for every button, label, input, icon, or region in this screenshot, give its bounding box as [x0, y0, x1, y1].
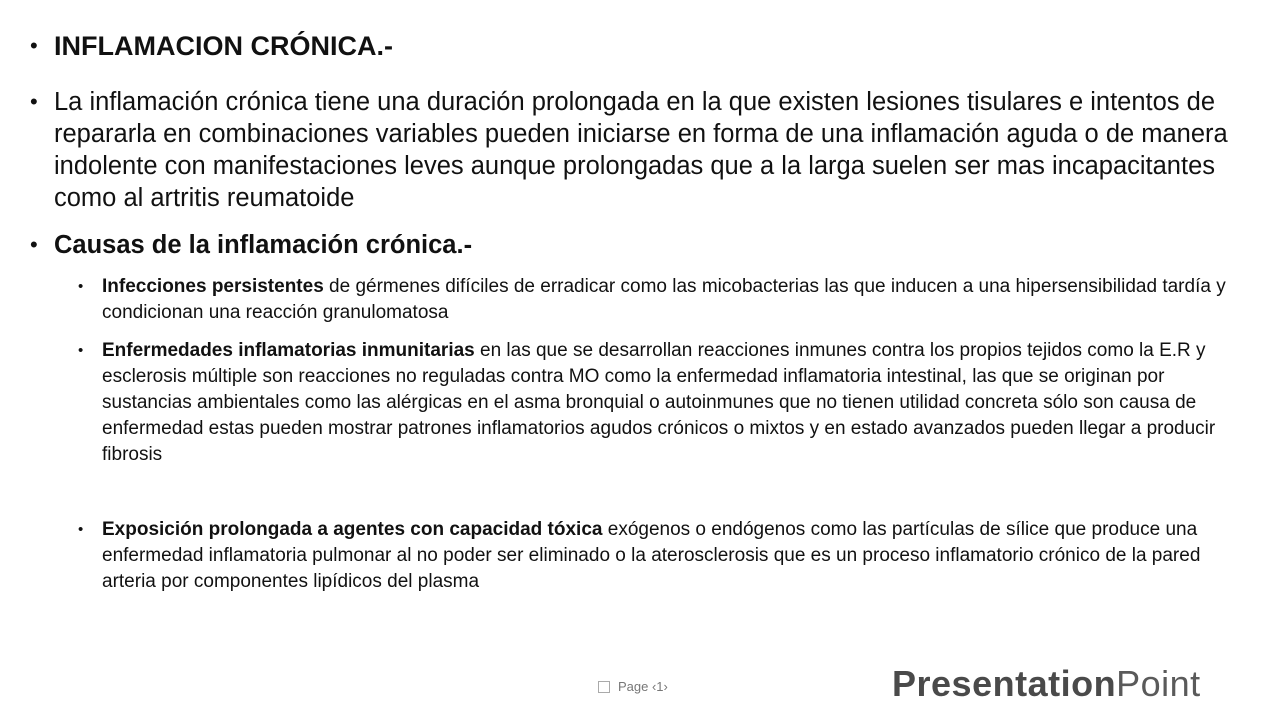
bullet: •: [78, 521, 84, 538]
cause-description: en las que se desarrollan reacciones inmunes contra los propios tejidos como la E.R y esclerosis múltiple son reacciones no reguladas contra MO como la enfermedad inflamatoria intestinal, las que se originan por sustancias ambientales como las alérgicas en el asma bronquial o autoinmunes que no tienen utilidad concreta sólo son causa de enfermedad estas pueden mostrar patrones inflamatorios agudos crónicos o mixtos y en estado avanzados pueden llegar a producir fibrosis: [102, 340, 1216, 465]
cause-text: [102, 274, 1258, 326]
causes-heading-item: [30, 229, 1255, 261]
cause-term: Infecciones persistentes: [102, 276, 324, 297]
cause-description: exógenos o endógenos como las partículas de sílice que produce una enfermedad inflamatoria pulmonar al no poder ser eliminado o la aterosclerosis que es un proceso inflamatorio crónico de la pared arteria por componentes lipídicos del plasma: [102, 519, 1201, 592]
cause-term: Enfermedades inflamatorias inmunitarias: [102, 340, 475, 361]
slide-number-icon: [598, 681, 610, 693]
bullet: •: [78, 342, 84, 359]
logo-part1: Presentation: [892, 663, 1117, 704]
bullet: •: [30, 232, 38, 257]
cause-text: [102, 517, 1258, 595]
slide-title: INFLAMACION CRÓNICA.-: [54, 31, 393, 61]
page-number: [598, 679, 668, 694]
logo-part2: Point: [1116, 663, 1201, 704]
cause-term: Exposición prolongada a agentes con capacidad tóxica: [102, 519, 603, 540]
cause-item: [78, 338, 1258, 468]
title-item: [30, 30, 1255, 62]
cause-text: [102, 338, 1258, 468]
causes-heading: Causas de la inflamación crónica.-: [54, 231, 473, 259]
page-label: Page ‹1›: [618, 679, 668, 694]
cause-description: de gérmenes difíciles de erradicar como las micobacterias las que inducen a una hipersensibilidad tardía y condicionan una reacción granulomatosa: [102, 276, 1226, 323]
intro-paragraph: La inflamación crónica tiene una duración prolongada en la que existen lesiones tisulares e intentos de repararla en combinaciones variables pueden iniciarse en forma de una inflamación aguda o de manera indolente con manifestaciones leves aunque prolongadas que a la larga suelen ser mas incapacitantes como al artritis reumatoide: [54, 88, 1228, 212]
presentationpoint-logo: [892, 663, 1201, 705]
cause-item: [78, 274, 1258, 326]
bullet: •: [30, 33, 38, 58]
bullet: •: [30, 89, 38, 114]
cause-item: [78, 517, 1258, 595]
intro-item: [30, 86, 1255, 214]
bullet: •: [78, 278, 84, 295]
